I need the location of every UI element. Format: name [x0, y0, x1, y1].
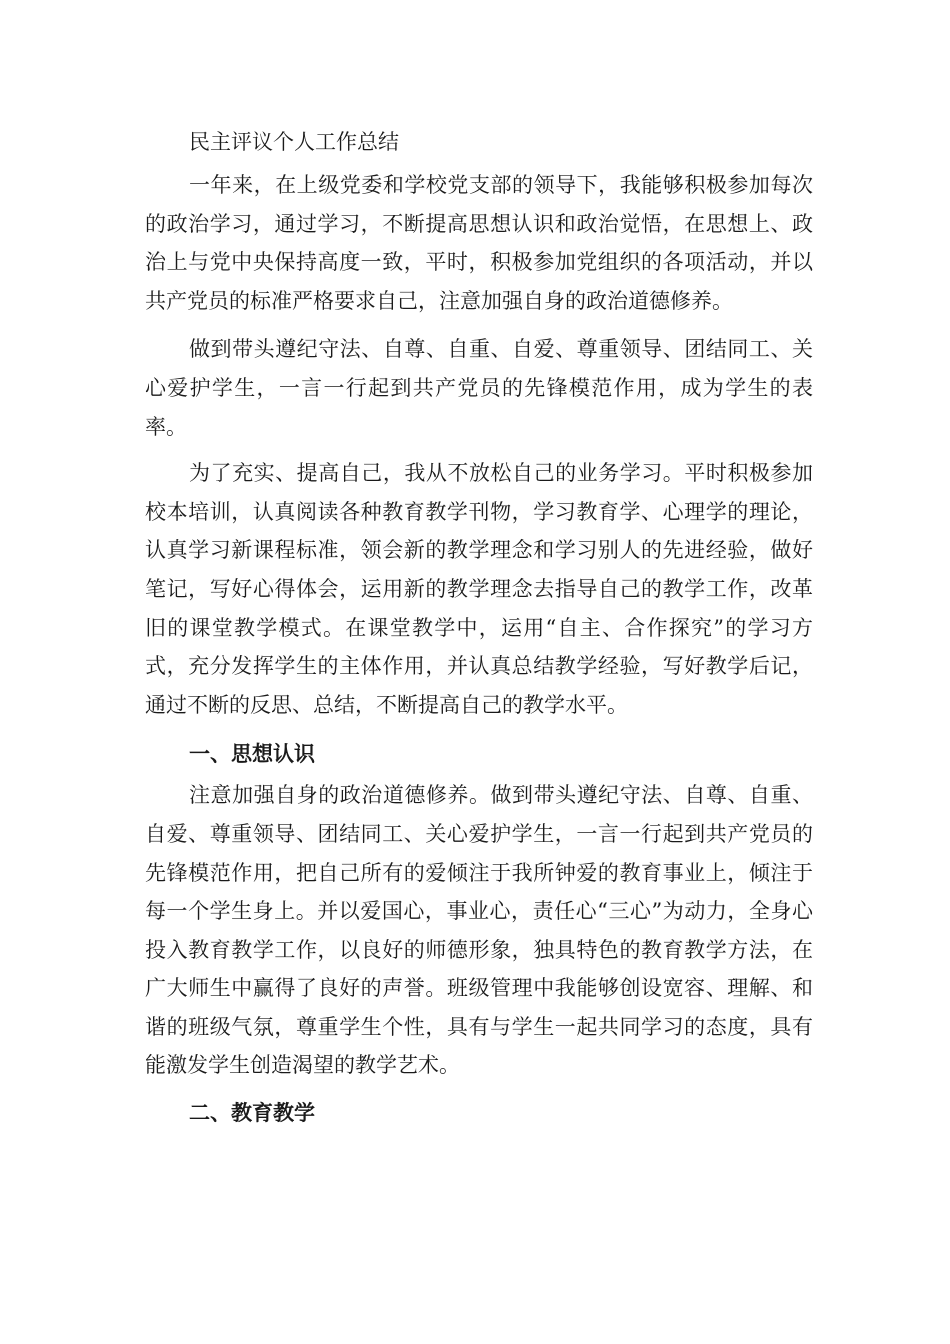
section-heading-teaching: 二、教育教学: [189, 1100, 315, 1126]
paragraph-political-study: 一年来，在上级党委和学校党支部的领导下，我能够积极参加每次的政治学习，通过学习，不断提高思想认识和政治觉悟，在思想上、政治上与党中央保持高度一致，平时，积极参加党组织的各项活动，并以共产党员的标准严格要求自己，注意加强自身的政治道德修养。: [145, 173, 813, 313]
paragraph-role-model: 做到带头遵纪守法、自尊、自重、自爱、尊重领导、团结同工、关心爱护学生，一言一行起到共产党员的先锋模范作用，成为学生的表率。: [145, 337, 813, 439]
document-title: 民主评议个人工作总结: [189, 130, 399, 154]
paragraph-ideology-body: 注意加强自身的政治道德修养。做到带头遵纪守法、自尊、自重、自爱、尊重领导、团结同工、关心爱护学生，一言一行起到共产党员的先锋模范作用，把自己所有的爱倾注于我所钟爱的教育事业上，倾注于每一个学生身上。并以爱国心，事业心，责任心“三心”为动力，全身心投入教育教学工作，以良好的师德形象，独具特色的教育教学方法，在广大师生中赢得了良好的声誉。班级管理中我能够创设宽容、理解、和谐的班级气氛，尊重学生个性，具有与学生一起共同学习的态度，具有能激发学生创造渴望的教学艺术。: [145, 783, 813, 1078]
document-page: [145, 118, 813, 1135]
section-heading-ideology: 一、思想认识: [189, 741, 315, 767]
paragraph-professional-study: 为了充实、提高自己，我从不放松自己的业务学习。平时积极参加校本培训，认真阅读各种教育教学刊物，学习教育学、心理学的理论，认真学习新课程标准，领会新的教学理念和学习别人的先进经验，做好笔记，写好心得体会，运用新的教学理念去指导自己的教学工作，改革旧的课堂教学模式。在课堂教学中，运用“自主、合作探究”的学习方式，充分发挥学生的主体作用，并认真总结教学经验，写好教学后记，通过不断的反思、总结，不断提高自己的教学水平。: [145, 461, 813, 717]
